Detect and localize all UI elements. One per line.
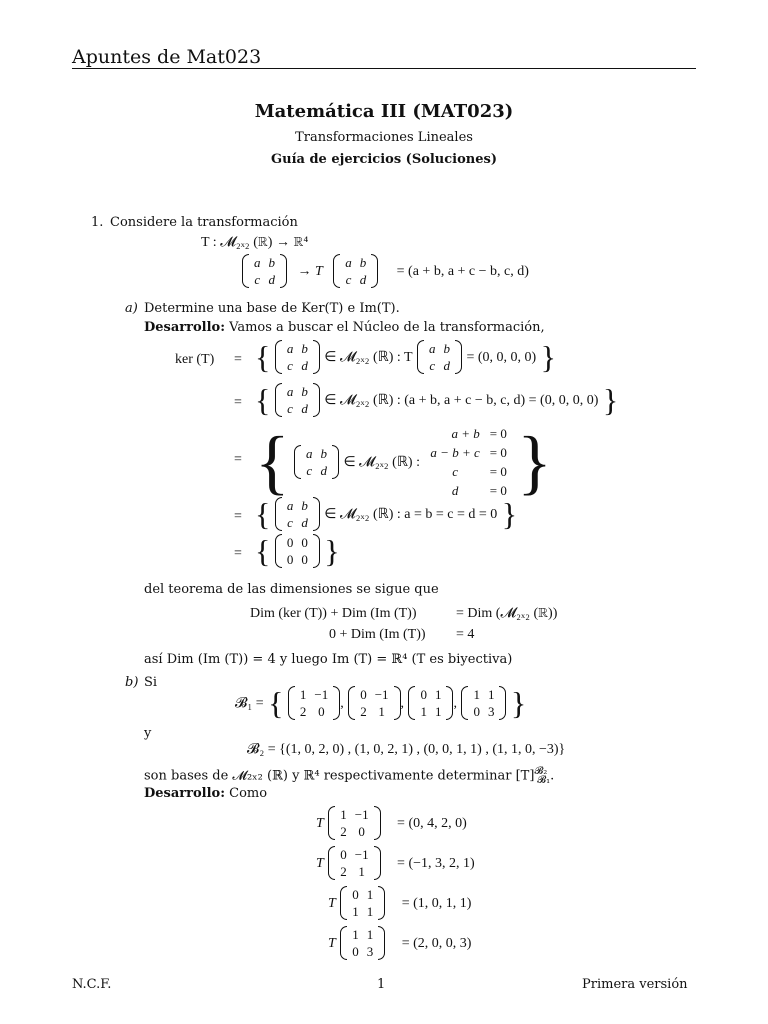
- dim-eq2-lhs: 0 + Dim (Im (T)): [329, 627, 426, 642]
- part-b-label: b): [125, 675, 139, 690]
- footer-version: Primera versión: [582, 977, 688, 992]
- part-b-y: y: [144, 726, 152, 741]
- document-subtitle: Transformaciones Lineales: [295, 130, 473, 145]
- map-definition: T : 𝓜₂ₓ₂ (ℝ) → ℝ⁴: [201, 235, 309, 250]
- problem-statement: Considere la transformación: [110, 215, 298, 230]
- document-title: Matemática III (MAT023): [254, 101, 514, 122]
- ker-line-2: { a b c d ∈ 𝓜₂ₓ₂ (ℝ) : (a + b, a + c − b, c, d) = (0, 0, 0, 0) }: [255, 382, 619, 418]
- problem-number: 1.: [91, 215, 104, 230]
- basis-b2: 𝓑₂ = {(1, 0, 2, 0) , (1, 0, 2, 1) , (0, 0, 1, 1) , (1, 1, 0, −3)}: [247, 742, 566, 757]
- map-rule: = (a + b, a + c − b, c, d): [396, 264, 529, 279]
- image-row-3: T 0 1 1 1 = (1, 0, 1, 1): [328, 887, 472, 919]
- ker-line-1: { a b c d ∈ 𝓜₂ₓ₂ (ℝ) : T a b c d = (0, 0, 0, 0) }: [255, 339, 557, 375]
- dim-eq1-rhs: = Dim (𝓜₂ₓ₂ (ℝ)): [456, 606, 558, 621]
- image-row-2: T 0 −1 2 1 = (−1, 3, 2, 1): [316, 847, 475, 879]
- part-a-label: a): [125, 301, 138, 316]
- ker-line-4: { a b c d ∈ 𝓜₂ₓ₂ (ℝ) : a = b = c = d = 0 }: [255, 496, 518, 532]
- dim-eq2-rhs: = 4: [456, 627, 475, 642]
- matrix-abcd-2: a b c d: [333, 254, 378, 288]
- matrix-abcd: a b c d: [242, 254, 287, 288]
- equation-system: a + b = 0 a − b + c = 0 c = 0 d = 0: [430, 426, 507, 498]
- dim-conclusion: así Dim (Im (T)) = 4 y luego Im (T) = ℝ⁴ (T es biyectiva): [144, 652, 513, 667]
- part-a-development: Desarrollo: Vamos a buscar el Núcleo de la transformación,: [144, 320, 545, 335]
- dim-theorem-text: del teorema de las dimensiones se sigue que: [144, 582, 439, 597]
- part-b-si: Si: [144, 675, 158, 690]
- image-row-4: T 1 1 0 3 = (2, 0, 0, 3): [328, 927, 472, 959]
- page-number: 1: [377, 977, 386, 992]
- ker-label: ker (T): [175, 352, 215, 367]
- basis-b1: 𝓑₁ = { 1 −1 2 0 , 0 −1 2 1 , 0 1 1 1 , 1 1 0 3 }: [235, 685, 527, 721]
- guide-title: Guía de ejercicios (Soluciones): [271, 152, 497, 167]
- part-b-development: Desarrollo: Como: [144, 786, 268, 801]
- header-rule: [72, 68, 696, 69]
- bases-text: son bases de 𝓜₂ₓ₂ (ℝ) y ℝ⁴ respectivamente determinar $[T]^{𝓑_2}_{𝓑_1}$.: [144, 766, 555, 786]
- part-a-question: Determine una base de Ker(T) e Im(T).: [144, 301, 400, 316]
- map-rule-row: a b c d → T a b c d = (a + b, a + c − b, c, d): [242, 254, 529, 288]
- ker-line-3: { a b c d ∈ 𝓜₂ₓ₂ (ℝ) : a + b = 0 a − b + c = 0 c = 0 d = 0 }: [255, 422, 552, 502]
- image-row-1: T 1 −1 2 0 = (0, 4, 2, 0): [316, 807, 467, 839]
- running-header: Apuntes de Mat023: [72, 46, 262, 68]
- ker-line-5: { 0 0 0 0 }: [255, 533, 340, 569]
- dim-eq1-lhs: Dim (ker (T)) + Dim (Im (T)): [250, 606, 417, 621]
- footer-author: N.C.F.: [72, 977, 112, 992]
